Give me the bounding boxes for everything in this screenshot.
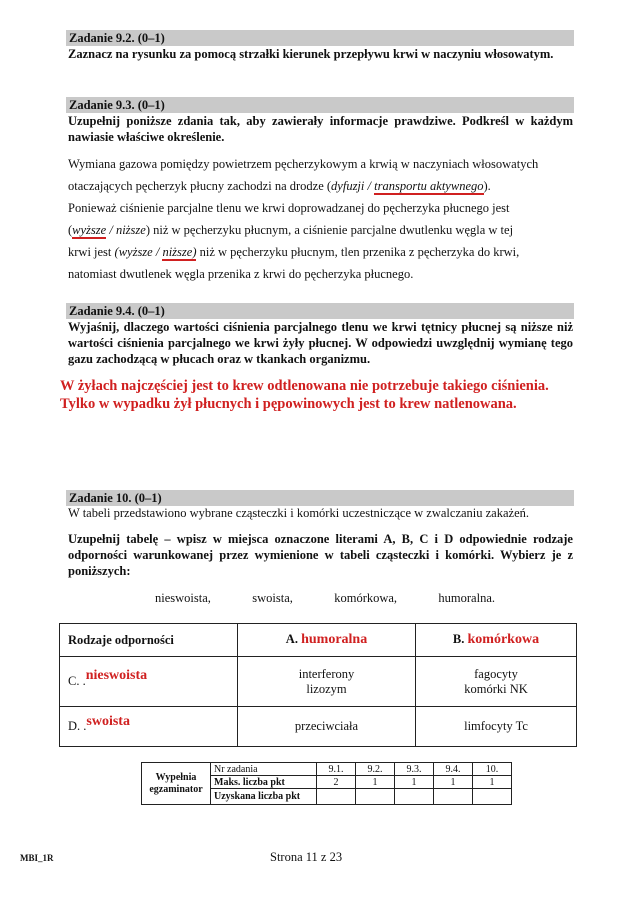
score-table — [141, 762, 512, 805]
cell-a[interactable] — [238, 624, 416, 657]
option-nieswoista: nieswoista, — [155, 591, 211, 605]
max-points: 1 — [434, 776, 473, 789]
text-fragment: otaczających pęcherzyk płucny zachodzi na drodze ( — [68, 179, 332, 193]
cell-a-answer: humoralna — [301, 632, 368, 647]
option-wyzsze[interactable]: wyższe — [72, 223, 107, 237]
text-line-5 — [68, 241, 574, 263]
cell-d-answer: swoista — [86, 713, 130, 729]
exam-code: MBI_1R — [20, 853, 54, 863]
cell-text: interferony — [298, 666, 355, 681]
row-label-obtained-points: Uzyskana liczba pkt — [211, 789, 317, 805]
cell-text: fagocyty — [474, 666, 518, 681]
option-transportu-aktywnego[interactable]: transportu aktywnego — [374, 179, 484, 193]
obtained-points-cell[interactable] — [473, 789, 512, 805]
task-number: 9.1. — [317, 763, 356, 776]
option-swoista: swoista, — [252, 591, 293, 605]
task-number: 9.4. — [434, 763, 473, 776]
cell-c-prefix: C. . — [68, 673, 86, 688]
table-row — [60, 624, 577, 657]
option-dyfuzji[interactable]: dyfuzji — [331, 179, 365, 193]
option-separator: / — [364, 179, 375, 193]
text-line-3: Ponieważ ciśnienie parcjalne tlenu we krwi doprowadzanej do pęcherzyka płucnego jest — [68, 201, 510, 215]
page-number: Strona 11 z 23 — [270, 850, 343, 864]
task-9-2-title: Zadanie 9.2. (0–1) — [66, 30, 574, 46]
obtained-points-cell[interactable] — [356, 789, 395, 805]
text-fragment: ) niż w pęcherzyku płucnym, a ciśnienie parcjalne dwutlenku węgla w tej — [145, 223, 514, 237]
text-line-1: Wymiana gazowa pomiędzy powietrzem pęcherzykowym a krwią w naczyniach włosowatych — [68, 157, 539, 171]
option-wyzsze-2[interactable]: (wyższe / — [114, 245, 163, 259]
cell-d[interactable] — [60, 707, 238, 747]
cell-a-prefix: A. — [285, 632, 302, 646]
task-10-title: Zadanie 10. (0–1) — [66, 490, 574, 506]
max-points: 1 — [356, 776, 395, 789]
table-row — [142, 763, 512, 776]
option-humoralna: humoralna. — [438, 591, 495, 605]
cell-c-answer: nieswoista — [85, 667, 148, 683]
option-komorkowa: komórkowa, — [334, 591, 398, 605]
max-points: 1 — [473, 776, 512, 789]
max-points: 1 — [395, 776, 434, 789]
task-number: 10. — [473, 763, 512, 776]
task-10-intro: W tabeli przedstawiono wybrane cząsteczki i komórki uczestniczące w zwalczaniu zakażeń. — [68, 506, 529, 520]
cell-d-a: przeciwciała — [238, 707, 416, 747]
immunity-table — [59, 623, 577, 747]
cell-b-prefix: B. — [452, 632, 468, 646]
header-label-text: Rodzaje odporności — [68, 632, 174, 647]
task-number: 9.3. — [395, 763, 434, 776]
answer-line-1: W żyłach najczęściej jest to krew odtlenowana nie potrzebuje takiego ciśnienia. — [60, 378, 549, 394]
examiner-label-2: egzaminator — [149, 783, 203, 795]
task-9-2-instruction: Zaznacz na rysunku za pomocą strzałki kierunek przepływu krwi w naczyniu włosowatym. — [68, 47, 554, 61]
cell-d-prefix: D. . — [68, 718, 87, 733]
cell-b-answer: komórkowa — [467, 632, 540, 647]
task-9-4-title: Zadanie 9.4. (0–1) — [66, 303, 574, 319]
text-fragment: ( — [68, 223, 73, 237]
cell-d-b: limfocyty Tc — [416, 707, 577, 747]
task-10-instruction: Uzupełnij tabelę – wpisz w miejsca oznaczone literami A, B, C i D odpowiednie rodzaje odporności warunkowanej przez wymienione w tabeli cząsteczki i komórki. Wybierz je z poniższych: — [68, 532, 573, 578]
cell-text: lizozym — [306, 681, 347, 696]
cell-text: komórki NK — [464, 681, 528, 696]
task-9-3-text — [68, 153, 574, 285]
obtained-points-cell[interactable] — [317, 789, 356, 805]
option-separator: / — [106, 223, 116, 237]
table-row — [60, 707, 577, 747]
text-line-2 — [68, 175, 574, 197]
text-fragment: ). — [483, 179, 491, 193]
cell-c-b — [416, 657, 577, 707]
text-fragment: niż w pęcherzyku płucnym, tlen przenika z pęcherzyka do krwi, — [196, 245, 520, 259]
examiner-label — [142, 763, 211, 805]
max-points: 2 — [317, 776, 356, 789]
task-9-4-answer[interactable] — [60, 377, 600, 413]
row-label-max-points: Maks. liczba pkt — [211, 776, 317, 789]
option-nizsze[interactable]: niższe — [115, 223, 146, 237]
task-number: 9.2. — [356, 763, 395, 776]
header-label — [60, 624, 238, 657]
text-line-6: natomiast dwutlenek węgla przenika z krwi do pęcherzyka płucnego. — [68, 267, 414, 281]
obtained-points-cell[interactable] — [395, 789, 434, 805]
cell-b[interactable] — [416, 624, 577, 657]
task-9-3-instruction: Uzupełnij poniższe zdania tak, aby zawierały informacje prawdziwe. Podkreśl w każdym nawiasie właściwe określenie. — [68, 114, 573, 144]
answer-line-2: Tylko w wypadku żył płucnych i pępowinowych jest to krew natlenowana. — [60, 396, 517, 412]
cell-c[interactable] — [60, 657, 238, 707]
table-row — [60, 657, 577, 707]
task-9-4-instruction: Wyjaśnij, dlaczego wartości ciśnienia parcjalnego tlenu we krwi tętnicy płucnej są niższe niż wartości ciśnienia parcjalnego we krwi żyły płucnej. W odpowiedzi uwzględnij wymianę tego gazu zachodzącą w płucach oraz w tkankach organizmu. — [68, 320, 573, 366]
row-label-task-number: Nr zadania — [211, 763, 317, 776]
obtained-points-cell[interactable] — [434, 789, 473, 805]
task-9-3-title: Zadanie 9.3. (0–1) — [66, 97, 574, 113]
answer-options — [155, 591, 495, 606]
cell-c-a — [238, 657, 416, 707]
examiner-label-1: Wypełnia — [155, 771, 197, 783]
text-fragment: krwi jest — [68, 245, 115, 259]
text-line-4 — [68, 219, 574, 241]
option-nizsze-2[interactable]: niższe) — [162, 245, 197, 259]
